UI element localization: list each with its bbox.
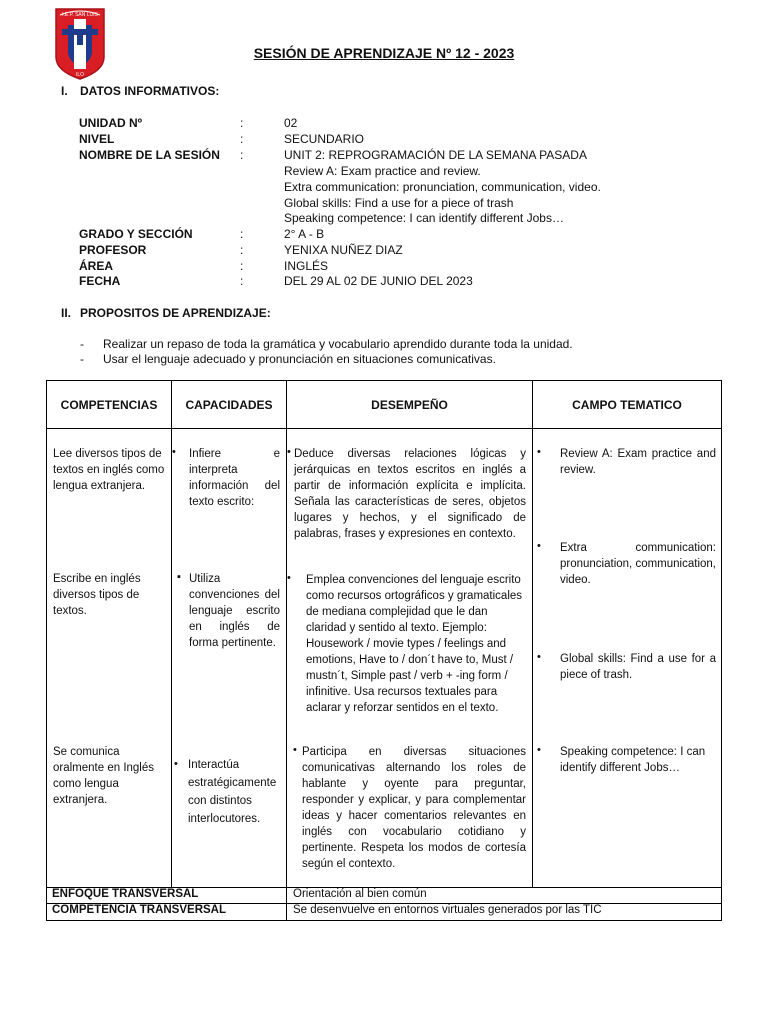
header-desempeno: DESEMPEÑO xyxy=(371,397,448,412)
bullet: • xyxy=(537,446,541,458)
col-divider xyxy=(286,381,287,920)
session-line-4: Speaking competence: I can identify different Jobs… xyxy=(284,211,564,225)
bullet: • xyxy=(537,540,541,552)
label-area: ÁREA xyxy=(79,259,114,273)
campo-extra: Extra communication: pronunciation, communication, video. xyxy=(560,542,716,586)
colon: : xyxy=(240,274,244,288)
enfoque-value: Orientación al bien común xyxy=(293,888,427,900)
colon: : xyxy=(240,227,244,241)
dash-bullet: - xyxy=(80,352,84,366)
bullet: • xyxy=(537,744,541,756)
competencia-transversal-label: COMPETENCIA TRANSVERSAL xyxy=(52,904,226,916)
competencias-table xyxy=(46,380,722,921)
competencia-transversal-value: Se desenvuelve en entornos virtuales generados por las TIC xyxy=(293,904,602,916)
desempeno-deduce: Deduce diversas relaciones lógicas y jerárquicas en textos escritos en inglés a partir de información explícita e implícita. Señala las características de seres, objetos lugares y hechos, y el significado de palabras, frases y expresiones en contexto. xyxy=(294,448,526,540)
colon: : xyxy=(240,116,244,130)
campo-speaking: Speaking competence: I can identify different Jobs… xyxy=(560,746,706,774)
value-unidad: 02 xyxy=(284,116,298,130)
col-divider xyxy=(532,381,533,888)
header-competencias: COMPETENCIAS xyxy=(60,397,158,412)
page-title: SESIÓN DE APRENDIZAJE Nº 12 - 2023 xyxy=(253,45,515,61)
session-line-3: Global skills: Find a use for a piece of trash xyxy=(284,196,514,210)
bullet: • xyxy=(172,446,176,458)
logo-city: ILO xyxy=(75,72,85,78)
desempeno-emplea: Emplea convenciones del lenguaje escrito como recursos ortográficos y gramaticales de mediana complejidad que le dan claridad y sentido al texto. Ejemplo: Housework / movie types / feelings and emotions, Have to / don´t have to, Must / mustn´t, Simple past / verb + -ing form / infinitive. Usa recursos textuales para aclarar y reforzar sentidos en el texto. xyxy=(306,574,523,714)
label-nivel: NIVEL xyxy=(79,132,115,146)
row-divider xyxy=(47,428,721,429)
bullet: • xyxy=(537,651,541,663)
competencia-lee: Lee diversos tipos de textos en inglés como lengua extranjera. xyxy=(53,448,165,492)
purpose-item-1: Realizar un repaso de toda la gramática y vocabulario aprendido durante toda la unidad. xyxy=(103,337,573,351)
section1-numeral: I. xyxy=(61,84,68,98)
label-unidad: UNIDAD Nº xyxy=(79,116,143,130)
campo-global: Global skills: Find a use for a piece of trash. xyxy=(560,653,716,681)
bullet: ▪ xyxy=(177,571,181,583)
value-nivel: SECUNDARIO xyxy=(284,132,365,146)
logo-text: I.E.P. SAN LUIS xyxy=(62,12,98,18)
value-grado: 2° A - B xyxy=(284,227,325,241)
bullet: • xyxy=(287,572,291,584)
label-nombre-sesion: NOMBRE DE LA SESIÓN xyxy=(79,148,220,162)
value-area: INGLÉS xyxy=(284,259,329,273)
section1-heading: DATOS INFORMATIVOS: xyxy=(80,84,220,98)
colon: : xyxy=(240,243,244,257)
header-campo-tematico: CAMPO TEMATICO xyxy=(572,397,682,412)
bullet: • xyxy=(293,744,297,756)
purpose-item-2: Usar el lenguaje adecuado y pronunciación en situaciones comunicativas. xyxy=(103,352,496,366)
colon: : xyxy=(240,132,244,146)
capacidad-utiliza: Utiliza convenciones del lenguaje escrito en inglés de forma pertinente. xyxy=(189,573,280,649)
bullet: • xyxy=(174,758,178,770)
label-grado: GRADO Y SECCIÓN xyxy=(79,227,193,241)
dash-bullet: - xyxy=(80,337,84,351)
colon: : xyxy=(240,259,244,273)
competencia-comunica: Se comunica oralmente en Inglés como lengua extranjera. xyxy=(53,746,155,806)
header-capacidades: CAPACIDADES xyxy=(185,397,273,412)
section2-numeral: II. xyxy=(61,306,72,320)
bullet: • xyxy=(287,446,291,458)
school-crest-logo xyxy=(52,5,108,81)
label-fecha: FECHA xyxy=(79,274,121,288)
capacidad-infiere: Infiere e interpreta información del texto escrito: xyxy=(189,448,280,508)
session-line-1: Review A: Exam practice and review. xyxy=(284,164,481,178)
value-nombre-sesion: UNIT 2: REPROGRAMACIÓN DE LA SEMANA PASADA xyxy=(284,148,587,162)
label-profesor: PROFESOR xyxy=(79,243,147,257)
section2-heading: PROPOSITOS DE APRENDIZAJE: xyxy=(80,306,271,320)
campo-review: Review A: Exam practice and review. xyxy=(560,448,716,476)
competencia-escribe: Escribe en inglés diversos tipos de textos. xyxy=(53,573,141,617)
session-line-2: Extra communication: pronunciation, communication, video. xyxy=(284,180,601,194)
capacidad-interactua: Interactúa estratégicamente con distintos interlocutores. xyxy=(188,759,277,825)
colon: : xyxy=(240,148,244,162)
value-profesor: YENIXA NUÑEZ DIAZ xyxy=(284,243,403,257)
enfoque-label: ENFOQUE TRANSVERSAL xyxy=(52,888,199,900)
desempeno-participa: Participa en diversas situaciones comunicativas alternando los roles de hablante y oyente para preguntar, responder y explicar, y para complementar ideas y hacer comentarios relevantes en inglés con vocabulario cotidiano y pertinente. Respeta los modos de cortesía según el contexto. xyxy=(302,746,526,870)
value-fecha: DEL 29 AL 02 DE JUNIO DEL 2023 xyxy=(284,274,473,288)
